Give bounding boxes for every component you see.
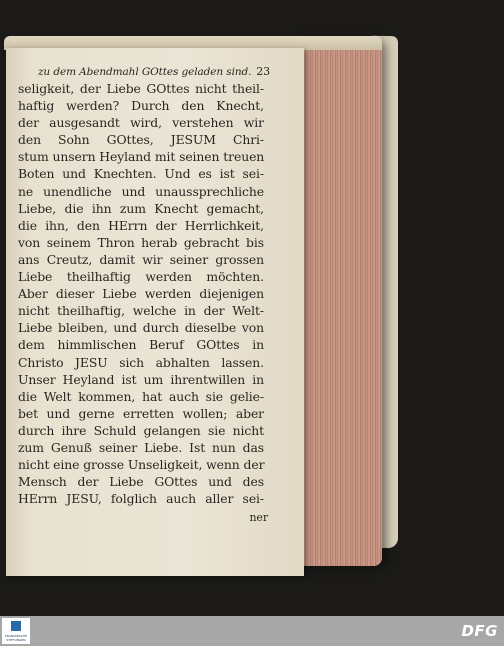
running-header	[38, 64, 270, 80]
dfg-logo: DFG	[461, 622, 498, 640]
text-line: Unser Heyland ist um ihrentwillen in	[18, 371, 264, 387]
text-line: durch ihre Schuld gelangen sie nicht	[18, 422, 264, 438]
logo-mark-icon	[11, 621, 21, 631]
text-line: bet und gerne erretten wollen; aber	[18, 405, 264, 421]
text-line: seligkeit, der Liebe GOttes nicht theil-	[18, 81, 264, 96]
franckesche-stiftungen-logo	[2, 618, 30, 644]
text-line: zum Genuß seiner Liebe. Ist nun das	[18, 439, 264, 455]
text-line: von seinem Thron herab gebracht bis	[18, 234, 264, 250]
text-line: ne unendliche und unaussprechliche	[18, 183, 264, 199]
text-line: nicht eine grosse Unseligkeit, wenn der	[18, 457, 265, 473]
text-line: Boten und Knechten. Und es ist sei-	[18, 166, 264, 182]
text-line: ans Creutz, damit wir seiner grossen	[18, 251, 264, 267]
text-line: stum unsern Heyland mit seinen treuen	[18, 149, 265, 165]
text-line: HErrn JESU, folglich auch aller sei-	[18, 491, 264, 507]
text-line: Christo JESU sich abhalten lassen.	[18, 354, 264, 370]
page-block-edges	[296, 40, 382, 566]
catchword: ner	[249, 511, 268, 525]
text-line: haftig werden? Durch den Knecht,	[18, 98, 264, 114]
text-line: Aber dieser Liebe werden diejenigen	[18, 286, 264, 302]
header-title: zu dem Abendmahl GOttes geladen sind.	[38, 66, 252, 78]
text-line: die Welt kommen, hat auch sie gelie-	[18, 388, 264, 404]
logo-caption: FRANCKESCHE STIFTUNGEN	[4, 634, 28, 642]
text-line: den Sohn GOttes, JESUM Chri-	[18, 132, 264, 148]
page-number: 23	[256, 65, 270, 78]
text-line: Liebe bleiben, und durch dieselbe von	[18, 320, 264, 336]
text-line: Liebe, die ihn zum Knecht gemacht,	[18, 200, 264, 216]
text-line: dem himmlischen Beruf GOttes in	[18, 337, 264, 353]
text-line: Liebe theilhaftig werden möchten.	[18, 269, 264, 285]
text-line: nicht theilhaftig, welche in der Welt-	[18, 303, 264, 319]
page-text	[18, 64, 270, 526]
text-line: Mensch der Liebe GOttes und des	[18, 474, 264, 490]
text-line: der ausgesandt wird, verstehen wir	[18, 115, 264, 131]
text-line: die ihn, den HErrn der Herrlichkeit,	[18, 217, 264, 233]
viewer-footer-bar	[0, 616, 504, 646]
